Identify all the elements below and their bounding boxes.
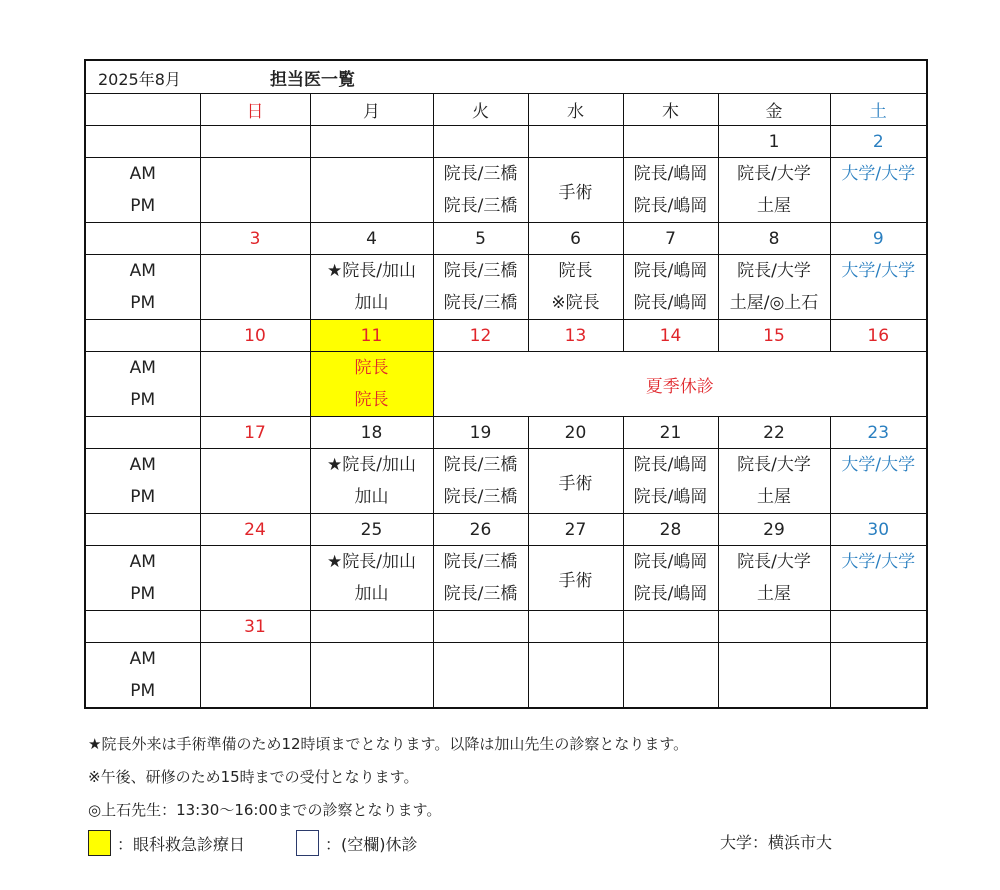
pm-doctor: 院長/三橋 (443, 293, 518, 313)
legend-closed-label: ：(空欄)休診 (325, 834, 418, 854)
am-doctor: 院長/三橋 (443, 455, 518, 475)
blank-swatch-icon (296, 830, 319, 856)
doctor-cell (310, 546, 433, 611)
doctor-cell (623, 158, 718, 223)
doctor-cell (623, 255, 718, 320)
pm-doctor: 加山 (354, 584, 389, 604)
session-label-cell (85, 255, 200, 320)
date-row-label-cell (85, 514, 200, 546)
doctor-cell (200, 643, 310, 709)
am-doctor: 院長/大学 (737, 261, 811, 281)
pm-label: PM (130, 487, 156, 507)
date-cell: 25 (310, 514, 433, 546)
am-label: AM (129, 261, 156, 281)
session-row (85, 352, 927, 417)
date-cell: 16 (830, 320, 927, 352)
session-label-cell (85, 158, 200, 223)
doctor-cell (830, 255, 927, 320)
legend (88, 830, 918, 860)
legend-university (720, 830, 832, 853)
date-cell: 23 (830, 417, 927, 449)
pm-doctor: 土屋 (757, 584, 791, 604)
date-cell: 26 (433, 514, 528, 546)
date-cell: 19 (433, 417, 528, 449)
am-doctor: 院長/嶋岡 (633, 261, 708, 281)
am-doctor: ★院長/加山 (327, 455, 416, 475)
am-doctor: 院長/嶋岡 (633, 552, 708, 572)
date-cell: 30 (830, 514, 927, 546)
date-row-label-cell (85, 223, 200, 255)
doctor-cell: 手術 (528, 546, 623, 611)
date-cell: 5 (433, 223, 528, 255)
legend-emergency-label: ：眼科救急診療日 (117, 834, 246, 854)
doctor-cell (310, 255, 433, 320)
date-cell: 4 (310, 223, 433, 255)
footnote-reference-mark: ※午後、研修のため15時までの受付となります。 (88, 768, 419, 786)
doctor-cell (310, 158, 433, 223)
pm-doctor: 院長/嶋岡 (633, 584, 708, 604)
am-doctor: 院長 (354, 358, 389, 378)
pm-doctor: 土屋/◎上石 (729, 293, 819, 313)
doctor-cell (200, 352, 310, 417)
am-doctor (311, 643, 433, 675)
date-cell: 9 (830, 223, 927, 255)
date-cell (623, 126, 718, 158)
pm-doctor (311, 675, 433, 707)
pm-doctor (434, 675, 528, 707)
am-label: AM (129, 649, 156, 669)
header-blank-cell (85, 94, 200, 126)
doctor-cell: 手術 (528, 158, 623, 223)
session-row (85, 158, 927, 223)
pm-doctor: 院長 (354, 390, 389, 410)
am-doctor: 大学/大学 (841, 164, 916, 184)
pm-doctor: 加山 (354, 293, 389, 313)
am-label: AM (129, 552, 156, 572)
session-label-cell (85, 449, 200, 514)
pm-doctor: 院長/三橋 (443, 487, 518, 507)
doctor-cell (200, 158, 310, 223)
title-row (85, 60, 927, 94)
pm-doctor (719, 675, 830, 707)
date-cell: 29 (718, 514, 830, 546)
date-cell (830, 611, 927, 643)
legend-closed (296, 830, 418, 856)
date-cell: 12 (433, 320, 528, 352)
doctor-cell (623, 449, 718, 514)
doctor-cell (830, 158, 927, 223)
am-doctor (201, 255, 310, 287)
date-row (85, 223, 927, 255)
pm-doctor (624, 675, 718, 707)
legend-emergency (88, 830, 245, 856)
weekday-header: 水 (528, 94, 623, 126)
date-cell (528, 611, 623, 643)
date-cell (200, 126, 310, 158)
am-doctor (201, 546, 310, 578)
am-label: AM (129, 455, 156, 475)
pm-doctor: 院長/三橋 (443, 584, 518, 604)
date-cell (310, 126, 433, 158)
date-cell: 8 (718, 223, 830, 255)
session-label-cell (85, 643, 200, 709)
legend-university-label: 大学：横浜市大 (720, 833, 833, 852)
session-row (85, 546, 927, 611)
pm-doctor: 土屋 (757, 487, 791, 507)
date-row-label-cell (85, 320, 200, 352)
pm-doctor: 院長/嶋岡 (633, 293, 708, 313)
doctor-cell (718, 643, 830, 709)
pm-doctor (201, 190, 310, 222)
date-row-label-cell (85, 126, 200, 158)
pm-doctor (201, 481, 310, 513)
doctor-cell (200, 449, 310, 514)
date-cell (433, 611, 528, 643)
am-doctor: 大学/大学 (841, 455, 916, 475)
pm-doctor (831, 675, 927, 707)
weekday-header: 土 (830, 94, 927, 126)
date-cell: 14 (623, 320, 718, 352)
doctor-cell (830, 643, 927, 709)
doctor-cell (718, 449, 830, 514)
pm-doctor: ※院長 (551, 293, 600, 313)
am-doctor: 大学/大学 (841, 552, 916, 572)
closure-cell: 夏季休診 (433, 352, 927, 417)
doctor-cell (200, 546, 310, 611)
pm-label: PM (130, 196, 156, 216)
doctor-cell (433, 449, 528, 514)
weekday-header: 月 (310, 94, 433, 126)
am-doctor: 院長/嶋岡 (633, 164, 708, 184)
date-cell: 6 (528, 223, 623, 255)
am-doctor: 院長/大学 (737, 455, 811, 475)
session-row (85, 449, 927, 514)
am-doctor: 院長/嶋岡 (633, 455, 708, 475)
pm-doctor (831, 287, 927, 319)
doctor-cell (200, 255, 310, 320)
date-cell: 11 (310, 320, 433, 352)
pm-doctor (529, 675, 623, 707)
weekday-header: 金 (718, 94, 830, 126)
date-row (85, 417, 927, 449)
pm-doctor (831, 578, 927, 610)
doctor-cell (433, 255, 528, 320)
date-cell: 2 (830, 126, 927, 158)
doctor-cell (718, 255, 830, 320)
date-cell: 21 (623, 417, 718, 449)
date-cell: 28 (623, 514, 718, 546)
am-doctor: 院長/大学 (737, 552, 811, 572)
date-row-label-cell (85, 611, 200, 643)
session-row (85, 643, 927, 709)
am-doctor (201, 643, 310, 675)
am-doctor: 院長/三橋 (443, 261, 518, 281)
pm-label: PM (130, 293, 156, 313)
am-doctor (201, 158, 310, 190)
pm-doctor (201, 675, 310, 707)
pm-doctor (201, 287, 310, 319)
month-label: 2025年8月 (98, 69, 181, 89)
date-cell (718, 611, 830, 643)
am-doctor (434, 643, 528, 675)
am-doctor (201, 352, 310, 384)
pm-doctor: 院長/三橋 (443, 196, 518, 216)
doctor-cell (310, 352, 433, 417)
date-cell: 1 (718, 126, 830, 158)
footnote-double-circle: ◎上石先生：13:30〜16:00までの診察となります。 (88, 801, 442, 819)
date-cell: 24 (200, 514, 310, 546)
date-row (85, 611, 927, 643)
weekday-header-row (85, 94, 927, 126)
doctor-cell (433, 643, 528, 709)
date-cell (310, 611, 433, 643)
doctor-cell (528, 643, 623, 709)
weekday-header: 火 (433, 94, 528, 126)
date-cell: 15 (718, 320, 830, 352)
weekday-header: 日 (200, 94, 310, 126)
pm-label: PM (130, 390, 156, 410)
date-row-label-cell (85, 417, 200, 449)
am-doctor: ★院長/加山 (327, 261, 416, 281)
am-doctor (831, 643, 927, 675)
doctor-cell (830, 546, 927, 611)
doctor-cell (433, 158, 528, 223)
pm-doctor (201, 384, 310, 416)
pm-doctor: 土屋 (757, 196, 791, 216)
date-cell: 31 (200, 611, 310, 643)
doctor-cell (433, 546, 528, 611)
date-cell: 7 (623, 223, 718, 255)
session-label-cell (85, 352, 200, 417)
am-doctor: ★院長/加山 (327, 552, 416, 572)
date-row (85, 126, 927, 158)
doctor-cell (623, 643, 718, 709)
session-label-cell (85, 546, 200, 611)
am-doctor: 院長/大学 (737, 164, 811, 184)
date-row (85, 514, 927, 546)
doctor-cell: 手術 (528, 449, 623, 514)
date-cell (528, 126, 623, 158)
date-cell: 13 (528, 320, 623, 352)
footnotes (88, 733, 688, 832)
pm-doctor (831, 481, 927, 513)
pm-label: PM (130, 584, 156, 604)
date-cell: 10 (200, 320, 310, 352)
doctor-cell (310, 449, 433, 514)
schedule-table (84, 59, 928, 709)
doctor-cell (528, 255, 623, 320)
am-doctor: 院長/三橋 (443, 164, 518, 184)
pm-doctor (831, 190, 927, 222)
session-row (85, 255, 927, 320)
date-cell: 22 (718, 417, 830, 449)
doctor-cell (718, 158, 830, 223)
doctor-cell (310, 643, 433, 709)
weekday-header: 木 (623, 94, 718, 126)
date-cell: 18 (310, 417, 433, 449)
am-doctor: 大学/大学 (841, 261, 916, 281)
pm-doctor (201, 578, 310, 610)
doctor-cell (718, 546, 830, 611)
am-doctor (624, 643, 718, 675)
footnote-star: ★院長外来は手術準備のため12時頃までとなります。以降は加山先生の診察となります。 (88, 735, 689, 753)
pm-label: PM (130, 681, 156, 701)
date-cell: 27 (528, 514, 623, 546)
am-label: AM (129, 358, 156, 378)
date-cell (433, 126, 528, 158)
doctor-cell (830, 449, 927, 514)
page-title: 担当医一覧 (270, 69, 355, 90)
pm-doctor: 院長/嶋岡 (633, 487, 708, 507)
date-cell: 3 (200, 223, 310, 255)
am-doctor (311, 158, 433, 190)
pm-doctor: 院長/嶋岡 (633, 196, 708, 216)
am-label: AM (129, 164, 156, 184)
doctor-cell (623, 546, 718, 611)
date-cell: 17 (200, 417, 310, 449)
am-doctor: 院長 (558, 261, 593, 281)
am-doctor: 院長/三橋 (443, 552, 518, 572)
date-cell (623, 611, 718, 643)
date-row (85, 320, 927, 352)
date-cell: 20 (528, 417, 623, 449)
am-doctor (719, 643, 830, 675)
yellow-swatch-icon (88, 830, 111, 856)
am-doctor (529, 643, 623, 675)
am-doctor (201, 449, 310, 481)
pm-doctor: 加山 (354, 487, 389, 507)
pm-doctor (311, 190, 433, 222)
